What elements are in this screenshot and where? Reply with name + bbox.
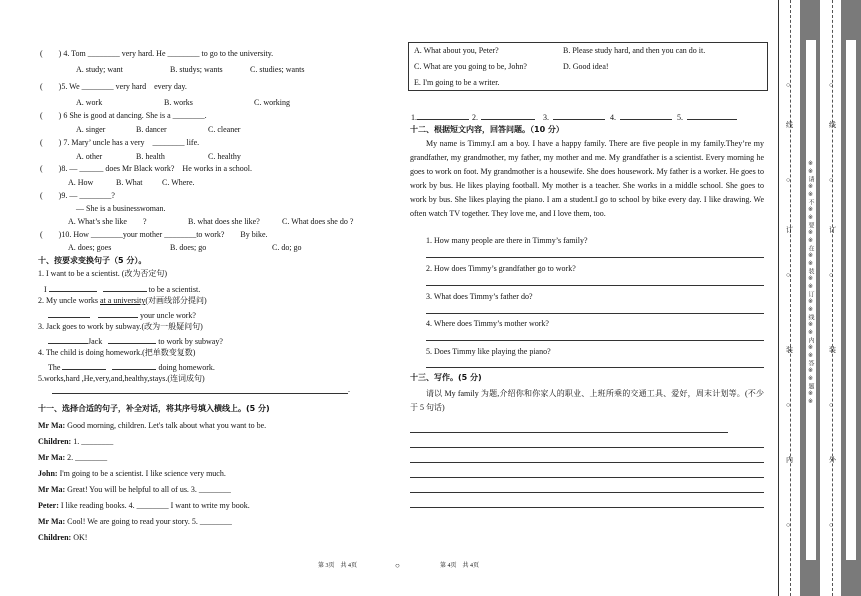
binding-marker: ○ (786, 271, 791, 279)
mc-q8-opt-c: C. Where. (162, 178, 195, 187)
mc-q6-opt-b: B. dancer (136, 125, 167, 134)
blank[interactable] (48, 334, 88, 344)
question-1: 1. How many people are there in Timmy’s family? (426, 236, 588, 245)
binding-marker: ○ (829, 401, 834, 409)
mc-q10-opt-b: B. does; go (170, 243, 207, 252)
sec10-q4: 4. The child is doing homework.(把单数变复数) (38, 348, 196, 357)
writing-line[interactable] (410, 507, 764, 508)
answer-5: 5. (677, 110, 737, 123)
binding-border (778, 0, 779, 596)
option-a: A. What about you, Peter? (414, 46, 499, 55)
page-footer-left: 第 3页 共 4页 (318, 563, 358, 569)
sec10-q5-period: . (348, 385, 350, 394)
option-b: B. Please study hard, and then you can do it. (563, 46, 706, 55)
blank[interactable] (62, 360, 106, 370)
binding-marker: 订 (786, 226, 793, 234)
mc-q10-opt-c: C. do; go (272, 243, 302, 252)
binding-marker: ○ (829, 81, 834, 89)
mc-q6-opt-c: C. cleaner (208, 125, 241, 134)
binding-marker: 线 (786, 121, 793, 129)
binding-marker: 线 (829, 121, 836, 129)
mc-q8-opt-b: B. What (116, 178, 143, 187)
binding-marker: ○ (786, 81, 791, 89)
mc-q5-opt-a: A. work (76, 98, 103, 107)
mc-q8-opt-a: A. How (68, 178, 94, 187)
page-divider-circle-icon: ○ (395, 561, 400, 570)
mc-q9-opt-b: B. what does she like? (188, 217, 260, 226)
binding-strip-outer-inner (846, 40, 856, 560)
mc-q7-opt-a: A. other (76, 152, 103, 161)
binding-marker: ○ (829, 176, 834, 184)
binding-marker: ○ (786, 176, 791, 184)
mc-q10-stem: ( )10. How ________your mother ________to work? By bike. (40, 230, 268, 239)
binding-marker: ○ (829, 521, 834, 529)
blank[interactable] (98, 308, 138, 318)
answer-2: 2. (472, 110, 535, 123)
sec10-q3: 3. Jack goes to work by subway.(改为一般疑问句) (38, 322, 203, 331)
option-d: D. Good idea! (563, 62, 609, 71)
sec10-q1: 1. I want to be a scientist. (改为否定句) (38, 269, 168, 278)
mc-q8-stem: ( )8. — ______ does Mr Black work? He works in a school. (40, 164, 252, 173)
page-footer-right: 第 4页 共 4页 (440, 563, 480, 569)
binding-warning: ※※请※※不※※要※※在※※装※※订※※线※※内※※答※※题※※ (807, 160, 814, 406)
blank[interactable] (481, 110, 535, 120)
mc-q5-opt-c: C. working (254, 98, 290, 107)
blank[interactable] (48, 308, 90, 318)
mc-q4-stem: ( ) 4. Tom ________ very hard. He ________ to go to the university. (40, 49, 274, 58)
sec10-q2: 2. My uncle works at a university(对画线部分提问) (38, 296, 207, 305)
mc-q7-stem: ( ) 7. Mary’ uncle has a very ________ life. (40, 138, 200, 147)
mc-q5-opt-b: B. works (164, 98, 193, 107)
blank[interactable] (687, 110, 737, 120)
dialogue-line: Mr Ma: Great! You will be helpful to all of us. 3. ________ (38, 485, 231, 494)
blank[interactable] (103, 282, 147, 292)
writing-prompt: 请以 My family 为题,介绍你和你家人的职业、上班所乘的交通工具、爱好，周末计划等。(不少于 5 句话) (410, 389, 764, 412)
answer-4: 4. (610, 110, 672, 123)
writing-line[interactable] (410, 432, 728, 433)
binding-marker: 外 (829, 456, 836, 464)
mc-q5-stem: ( )5. We ________ very hard every day. (40, 82, 187, 91)
dialogue-line: Mr Ma: Cool! We are going to read your story. 5. ________ (38, 517, 232, 526)
dialogue-line: Mr Ma: 2. ________ (38, 453, 108, 462)
mc-q4-opt-c: C. studies; wants (250, 65, 305, 74)
answer-3: 3. (543, 110, 605, 123)
answer-line[interactable] (426, 257, 764, 258)
dialogue-line: Peter: I like reading books. 4. ________ I want to write my book. (38, 501, 250, 510)
writing-line[interactable] (410, 492, 764, 493)
dialogue-line: John: I'm going to be a scientist. I like science very much. (38, 469, 226, 478)
answer-1: 1. (411, 110, 469, 123)
mc-q4-opt-a: A. study; want (76, 65, 123, 74)
binding-marker: 内 (786, 456, 793, 464)
binding-marker: 装 (786, 346, 793, 354)
blank[interactable] (108, 334, 156, 344)
option-c: C. What are you going to be, John? (414, 62, 527, 71)
section-11-title: 十一、选择合适的句子，补全对话，将其序号填入横线上。(5 分) (38, 404, 270, 413)
answer-line[interactable] (426, 367, 764, 368)
underlined-phrase: at a university (100, 296, 146, 305)
binding-marker: ○ (829, 271, 834, 279)
sec10-q3-answer: Jack to work by subway? (48, 334, 223, 347)
writing-line[interactable] (410, 477, 764, 478)
mc-q10-opt-a: A. does; goes (68, 243, 112, 252)
answer-line[interactable] (426, 313, 764, 314)
mc-q6-opt-a: A. singer (76, 125, 106, 134)
blank[interactable] (417, 110, 469, 120)
writing-line[interactable] (410, 447, 764, 448)
mc-q9-sub: — She is a businesswoman. (76, 204, 166, 213)
sec10-q5: 5.works,hard ,He,very,and,healthy,stays.(连词成句) (38, 374, 205, 383)
binding-marker: 装 (829, 346, 836, 354)
section-10-title: 十、按要求变换句子（5 分）。 (38, 256, 147, 265)
binding-marker: ○ (786, 401, 791, 409)
answer-line[interactable] (52, 393, 348, 394)
question-4: 4. Where does Timmy’s mother work? (426, 319, 549, 328)
blank[interactable] (620, 110, 672, 120)
answer-line[interactable] (426, 340, 764, 341)
blank[interactable] (49, 282, 97, 292)
mc-q7-opt-c: C. healthy (208, 152, 241, 161)
sec10-q1-answer: I to be a scientist. (44, 282, 200, 295)
binding-marker: ○ (786, 521, 791, 529)
sec10-q4-answer: The doing homework. (48, 360, 215, 373)
binding-marker: 订 (829, 226, 836, 234)
option-e: E. I'm going to be a writer. (414, 78, 500, 87)
mc-q9-opt-c: C. What does she do ? (282, 217, 354, 226)
mc-q9-stem: ( )9. — ________? (40, 191, 115, 200)
sec10-q2-answer: your uncle work? (48, 308, 196, 321)
mc-q9-opt-a: A. What’s she like ? (68, 217, 147, 226)
question-2: 2. How does Timmy’s grandfather go to work? (426, 264, 576, 273)
writing-line[interactable] (410, 462, 764, 463)
blank[interactable] (553, 110, 605, 120)
mc-q7-opt-b: B. health (136, 152, 165, 161)
question-3: 3. What does Timmy’s father do? (426, 292, 533, 301)
section-12-title: 十二、根据短文内容，回答问题。（10 分） (410, 125, 564, 134)
answer-line[interactable] (426, 285, 764, 286)
dialogue-line: Children: OK! (38, 533, 88, 542)
section-13-title: 十三、写作。(5 分) (410, 373, 482, 382)
dialogue-line: Mr Ma: Good morning, children. Let's talk about what you want to be. (38, 421, 267, 430)
question-5: 5. Does Timmy like playing the piano? (426, 347, 551, 356)
mc-q6-stem: ( ) 6 She is good at dancing. She is a ________. (40, 111, 207, 120)
dialogue-line: Children: 1. ________ (38, 437, 114, 446)
blank[interactable] (112, 360, 156, 370)
reading-passage: My name is Timmy.I am a boy. I have a happy family. There are five people in my family.They’re my grandfather, my grandmother, my father, my mother and me. My grandfather is a scientist. Every morning he goes to work on foot. My grandmother is a housewife. She does housework. My father is a worker. He goes to work by bus. He likes playing football. My mother is a teacher. She works in a middle school. She goes to work by bus. She likes playing the piano. I am a student.I go to school by bike every day. I like drawing. We often watch TV together. They love me, and I love them, too. (410, 139, 764, 218)
mc-q4-opt-b: B. studys; wants (170, 65, 223, 74)
